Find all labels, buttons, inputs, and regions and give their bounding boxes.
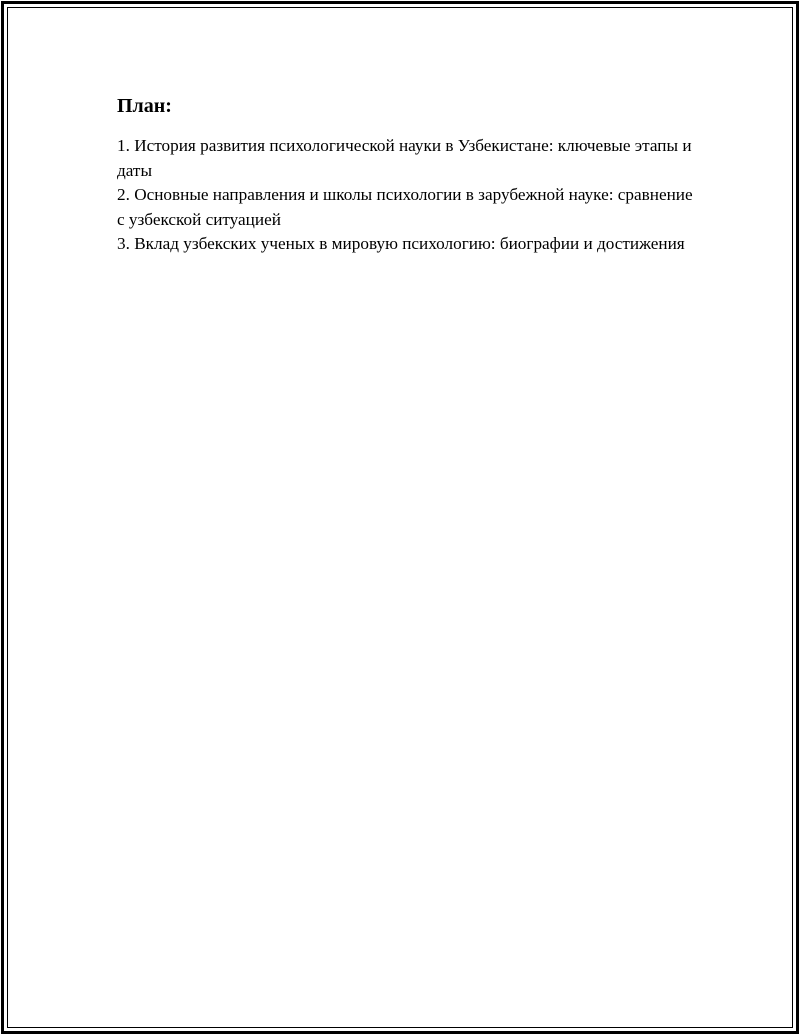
plan-item-2: 2. Основные направления и школы психологии в зарубежной науке: сравнение с узбекской ситуацией [117,185,693,229]
plan-list [117,134,697,257]
plan-item-1: 1. История развития психологической науки в Узбекистане: ключевые этапы и даты [117,136,692,180]
document-content [117,92,697,257]
plan-heading: План: [117,95,172,117]
plan-item-3: 3. Вклад узбекских ученых в мировую психологию: биографии и достижения [117,234,685,253]
